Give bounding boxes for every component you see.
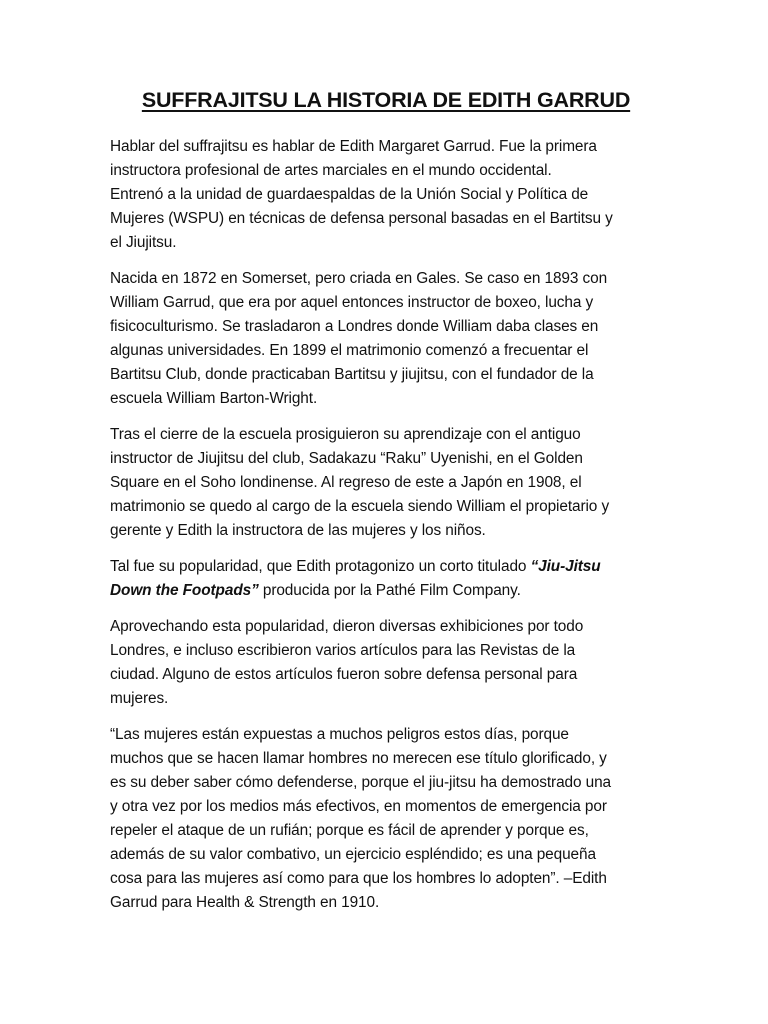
text-line: mujeres.: [110, 690, 169, 707]
text-line: ciudad. Alguno de estos artículos fueron sobre defensa personal para: [110, 666, 578, 683]
text-line: escuela William Barton-Wright.: [110, 390, 318, 407]
text-line: algunas universidades. En 1899 el matrimonio comenzó a frecuentar el: [110, 342, 589, 359]
text-line: “Las mujeres están expuestas a muchos peligros estos días, porque: [110, 726, 569, 743]
text-line: es su deber saber cómo defenderse, porque el jiu-jitsu ha demostrado una: [110, 774, 611, 791]
text-line: William Garrud, que era por aquel entonces instructor de boxeo, lucha y: [110, 294, 594, 311]
text-line: Bartitsu Club, donde practicaban Bartitsu y jiujitsu, con el fundador de la: [110, 366, 594, 383]
text-line: [110, 555, 662, 579]
text-line: instructor de Jiujitsu del club, Sadakazu “Raku” Uyenishi, en el Golden: [110, 450, 583, 467]
text-line: Londres, e incluso escribieron varios artículos para las Revistas de la: [110, 642, 576, 659]
paragraph-intro: [110, 135, 662, 255]
paragraph-quote: [110, 723, 662, 915]
text-line: Square en el Soho londinense. Al regreso de este a Japón en 1908, el: [110, 474, 582, 491]
text-line: muchos que se hacen llamar hombres no merecen ese título glorificado, y: [110, 750, 607, 767]
film-title-part2: Down the Footpads”: [110, 582, 259, 599]
film-title-part1: “Jiu-Jitsu: [530, 558, 601, 575]
text-line: cosa para las mujeres así como para que los hombres lo adopten”. –Edith: [110, 870, 607, 887]
text-line: Entrenó a la unidad de guardaespaldas de la Unión Social y Política de: [110, 186, 589, 203]
text-line: Aprovechando esta popularidad, dieron diversas exhibiciones por todo: [110, 618, 584, 635]
text-line: Garrud para Health & Strength en 1910.: [110, 894, 380, 911]
document-page: [110, 88, 662, 927]
text-line: gerente y Edith la instructora de las mujeres y los niños.: [110, 522, 486, 539]
text-line: además de su valor combativo, un ejercicio espléndido; es una pequeña: [110, 846, 596, 863]
film-line-suffix: producida por la Pathé Film Company.: [258, 582, 521, 599]
text-line: el Jiujitsu.: [110, 234, 177, 251]
text-line: matrimonio se quedo al cargo de la escuela siendo William el propietario y: [110, 498, 610, 515]
text-line: Tras el cierre de la escuela prosiguieron su aprendizaje con el antiguo: [110, 426, 581, 443]
text-line: Mujeres (WSPU) en técnicas de defensa personal basadas en el Bartitsu y: [110, 210, 613, 227]
text-line: fisicoculturismo. Se trasladaron a Londres donde William daba clases en: [110, 318, 599, 335]
text-line: Hablar del suffrajitsu es hablar de Edith Margaret Garrud. Fue la primera: [110, 138, 597, 155]
text-line: [110, 579, 662, 603]
text-line: repeler el ataque de un rufián; porque es fácil de aprender y porque es,: [110, 822, 589, 839]
paragraph-exhibitions: [110, 615, 662, 711]
film-line-prefix: Tal fue su popularidad, que Edith protagonizo un corto titulado: [110, 558, 531, 575]
paragraph-school: [110, 423, 662, 543]
text-line: Nacida en 1872 en Somerset, pero criada en Gales. Se caso en 1893 con: [110, 270, 608, 287]
paragraph-film: [110, 555, 662, 603]
text-line: instructora profesional de artes marciales en el mundo occidental.: [110, 162, 552, 179]
text-line: y otra vez por los medios más efectivos, en momentos de emergencia por: [110, 798, 607, 815]
document-title: SUFFRAJITSU LA HISTORIA DE EDITH GARRUD: [141, 88, 631, 112]
paragraph-biography: [110, 267, 662, 411]
